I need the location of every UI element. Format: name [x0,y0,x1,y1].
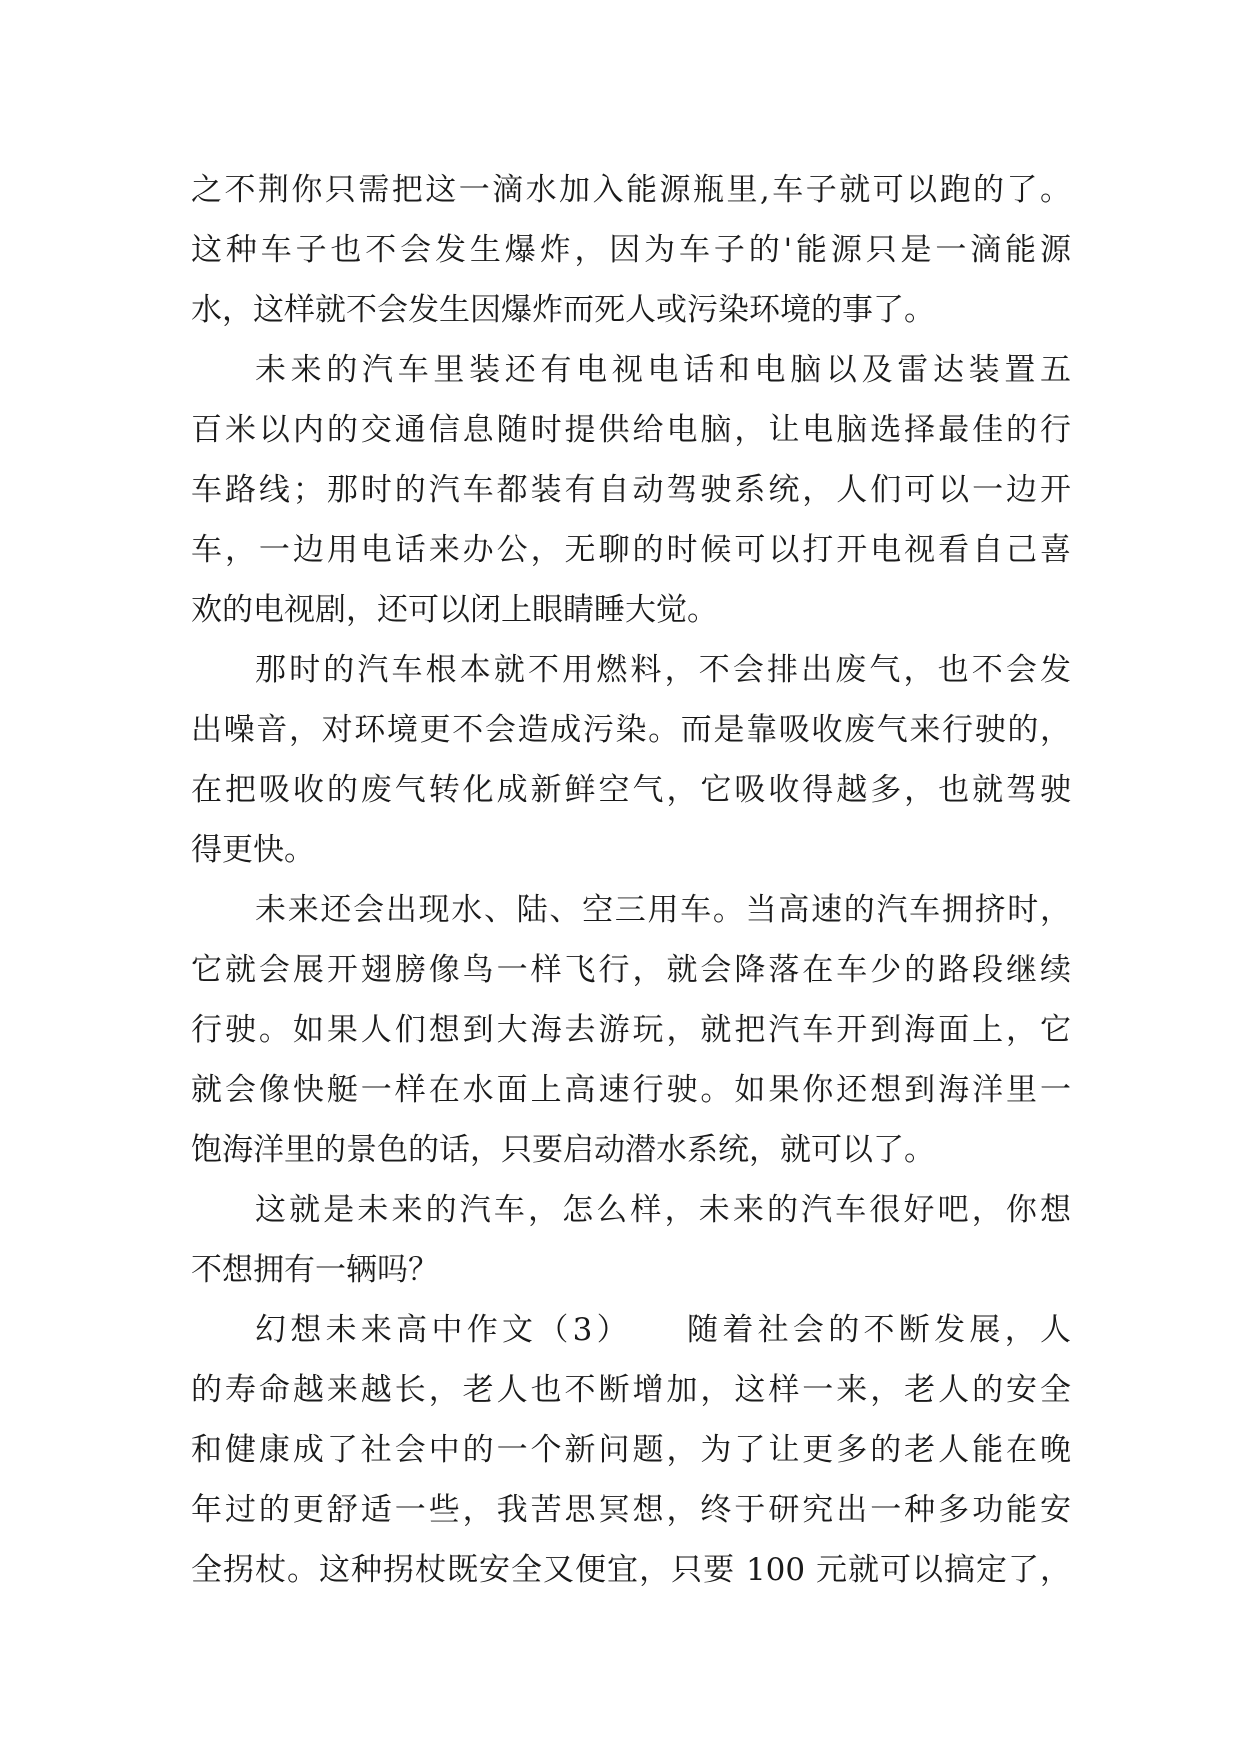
text-line: 和健康成了社会中的一个新问题，为了让更多的老人能在晚 [191,1432,1071,1468]
text-line: 得更快。 [191,832,315,868]
text-line: 这种车子也不会发生爆炸，因为车子的'能源只是一滴能源 [191,232,1071,268]
text-line: 水，这样就不会发生因爆炸而死人或污染环境的事了。 [191,292,935,328]
text-line: 不想拥有一辆吗？ [191,1252,439,1288]
paragraph-first-line: 未来还会出现水、陆、空三用车。当高速的汽车拥挤时， [255,892,1071,928]
text-line: 之不荆你只需把这一滴水加入能源瓶里,车子就可以跑的了。 [191,172,1071,208]
paragraph-first-line: 那时的汽车根本就不用燃料，不会排出废气，也不会发 [255,652,1071,688]
text-line: 它就会展开翅膀像鸟一样飞行，就会降落在车少的路段继续 [191,952,1071,988]
text-line: 车，一边用电话来办公，无聊的时候可以打开电视看自己喜 [191,532,1071,568]
text-line: 出噪音，对环境更不会造成污染。而是靠吸收废气来行驶的， [191,712,1071,748]
text-line: 饱海洋里的景色的话，只要启动潜水系统，就可以了。 [191,1132,935,1168]
text-line: 行驶。如果人们想到大海去游玩，就把汽车开到海面上，它 [191,1012,1071,1048]
text-line: 全拐杖。这种拐杖既安全又便宜，只要 100 元就可以搞定了， [191,1552,1071,1588]
text-line: 欢的电视剧，还可以闭上眼睛睡大觉。 [191,592,718,628]
text-line: 车路线；那时的汽车都装有自动驾驶系统，人们可以一边开 [191,472,1071,508]
text-line: 的寿命越来越长，老人也不断增加，这样一来，老人的安全 [191,1372,1071,1408]
text-line: 年过的更舒适一些，我苦思冥想，终于研究出一种多功能安 [191,1492,1071,1528]
text-line: 百米以内的交通信息随时提供给电脑，让电脑选择最佳的行 [191,412,1071,448]
essay-body [191,160,1071,1600]
text-line: 就会像快艇一样在水面上高速行驶。如果你还想到海洋里一 [191,1072,1071,1108]
paragraph-first-line: 幻想未来高中作文（3） 随着社会的不断发展，人 [255,1312,1071,1348]
text-line: 在把吸收的废气转化成新鲜空气，它吸收得越多，也就驾驶 [191,772,1071,808]
paragraph-first-line: 这就是未来的汽车，怎么样，未来的汽车很好吧，你想 [255,1192,1071,1228]
paragraph-first-line: 未来的汽车里装还有电视电话和电脑以及雷达装置五 [255,352,1071,388]
